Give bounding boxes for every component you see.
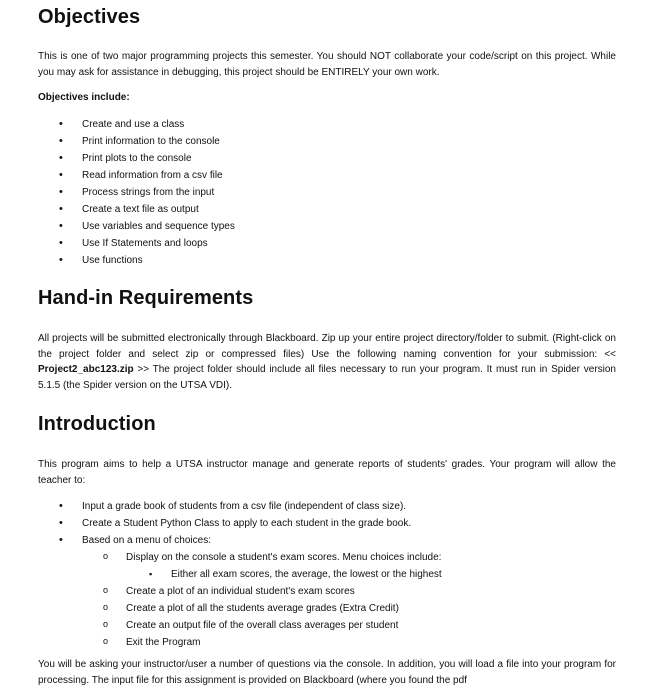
closing-paragraph: You will be asking your instructor/user a number of questions via the console. In addition, you will load a file into your program for processing. The input file for this assignment is provided on Blackboard (where you found the pdf — [38, 659, 616, 686]
handin-paragraph — [38, 331, 616, 394]
list-item: • Input a grade book of students from a csv file (independent of class size). — [58, 498, 411, 515]
list-item: o Create a plot of an individual student's exam scores — [101, 583, 399, 600]
list-item: • Create and use a class — [58, 116, 235, 133]
list-item: o Exit the Program — [101, 634, 399, 651]
list-item: ▪ Either all exam scores, the average, the lowest or the highest — [146, 566, 442, 583]
list-item: • Use functions — [58, 252, 235, 269]
objectives-heading: Objectives — [38, 6, 141, 28]
objectives-list — [58, 116, 235, 269]
menu-sub-choices-list — [146, 566, 442, 583]
list-item: • Create a text file as output — [58, 201, 235, 218]
list-item: o Create a plot of all the students average grades (Extra Credit) — [101, 600, 399, 617]
list-item: • Process strings from the input — [58, 184, 235, 201]
list-item: • Print information to the console — [58, 133, 235, 150]
list-item: • Read information from a csv file — [58, 167, 235, 184]
objectives-include-label: Objectives include: — [38, 92, 130, 103]
list-item: o Create an output file of the overall class averages per student — [101, 617, 399, 634]
introduction-intro-paragraph: This program aims to help a UTSA instructor manage and generate reports of students' grades. Your program will allow the teacher to: — [38, 459, 616, 486]
list-item: • Use If Statements and loops — [58, 235, 235, 252]
list-item: • Based on a menu of choices: — [58, 532, 411, 549]
handin-filename: Project2_abc123.zip — [38, 364, 134, 376]
handin-heading: Hand-in Requirements — [38, 287, 254, 309]
list-item: o Display on the console a student's exam scores. Menu choices include: — [101, 549, 441, 566]
list-item: • Print plots to the console — [58, 150, 235, 167]
objectives-intro-paragraph: This is one of two major programming projects this semester. You should NOT collaborate your code/script on this project. While you may ask for assistance in debugging, this project should be ENTIRELY your own work. — [38, 51, 616, 78]
handin-text-before: All projects will be submitted electronically through Blackboard. Zip up your entire project directory/folder to submit. (Right-click on the project folder and select zip or compressed files) Use the following naming convention for your submission: << — [38, 333, 616, 360]
handin-text-after: >> The project folder should include all files necessary to run your program. It must run in Spider version 5.1.5 (the Spider version on the UTSA VDI). — [38, 364, 616, 392]
introduction-list — [58, 498, 411, 549]
list-item: • Create a Student Python Class to apply to each student in the grade book. — [58, 515, 411, 532]
menu-choices-list — [101, 549, 441, 566]
list-item: • Use variables and sequence types — [58, 218, 235, 235]
introduction-heading: Introduction — [38, 413, 156, 435]
menu-choices-list-continued — [101, 583, 399, 651]
